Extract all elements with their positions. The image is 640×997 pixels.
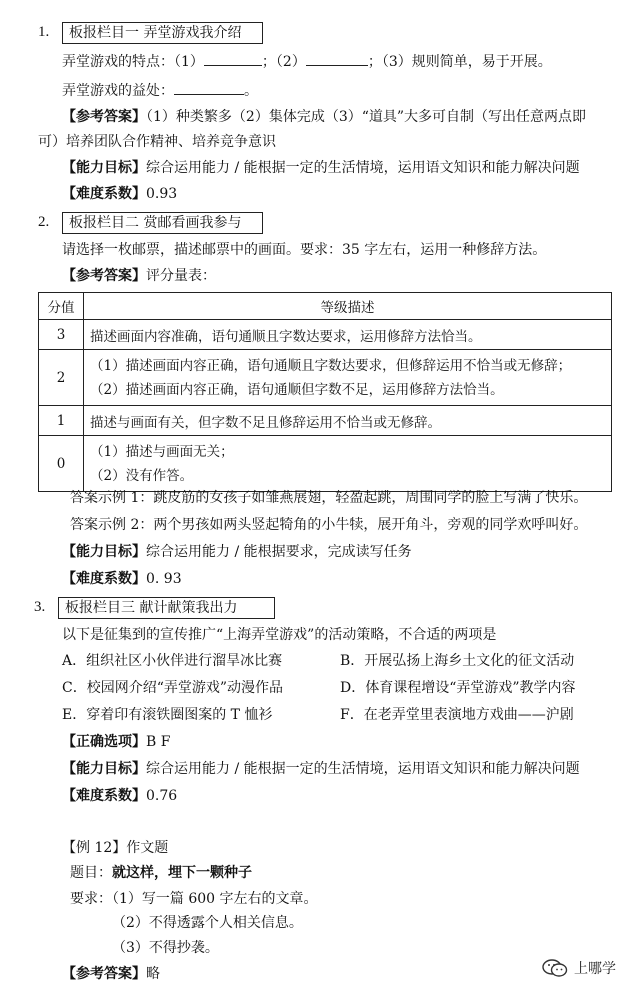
ex12-topic: 题目：就这样，埋下一颗种子 <box>70 865 252 881</box>
q2-difficulty: 【难度系数】0. 93 <box>62 571 182 587</box>
q2-answer: 【参考答案】评分量表： <box>62 268 216 284</box>
ex12-req1: 要求：（1）写一篇 600 字左右的文章。 <box>70 891 318 907</box>
row-score: 3 <box>39 320 84 350</box>
row-score: 0 <box>39 436 84 492</box>
q1-ability: 【能力目标】综合运用能力 / 能根据一定的生活情境，运用语文知识和能力解决问题 <box>62 160 580 176</box>
ex12-req3: （3）不得抄袭。 <box>112 940 219 956</box>
q3-option-c: C．校园网介绍“弄堂游戏”动漫作品 <box>62 680 284 696</box>
q1-features: 弄堂游戏的特点：（1） ；（2） ；（3）规则简单，易于开展。 <box>62 51 552 72</box>
q3-correct: 【正确选项】B F <box>62 734 171 750</box>
table-row <box>39 406 612 436</box>
ex12-req2: （2）不得透露个人相关信息。 <box>112 915 303 931</box>
q1-answer: 【参考答案】（1）种类繁多（2）集体完成（3）“道具”大多可自制（写出任意两点即 <box>62 109 587 125</box>
table-row <box>39 350 612 406</box>
header-desc: 等级描述 <box>84 293 612 320</box>
scoring-table <box>38 292 612 492</box>
q1-answer-cont: 可）培养团队合作精神、培养竞争意识 <box>38 134 276 150</box>
row-score: 1 <box>39 406 84 436</box>
ex12-title: 【例 12】作文题 <box>62 840 169 856</box>
header-score: 分值 <box>39 293 84 320</box>
q2-example1: 答案示例 1：跳皮筋的女孩子如雏燕展翅，轻盈起跳，周围同学的脸上写满了快乐。 <box>70 490 588 506</box>
q3-number: 3. <box>34 599 46 615</box>
q2-column-title: 板报栏目二 赏邮看画我参与 <box>62 212 263 234</box>
row-desc: 描述画面内容准确，语句通顺且字数达要求，运用修辞方法恰当。 <box>84 320 612 350</box>
watermark-text: 上哪学 <box>574 961 616 977</box>
row-desc: （1）描述与画面无关； （2）没有作答。 <box>84 436 612 492</box>
q1-number: 1. <box>38 24 50 40</box>
q2-ability: 【能力目标】综合运用能力 / 能根据要求，完成读写任务 <box>62 544 412 560</box>
q3-difficulty: 【难度系数】0.76 <box>62 788 178 804</box>
row-score: 2 <box>39 350 84 406</box>
q1-column-title: 板报栏目一 弄堂游戏我介绍 <box>62 22 263 44</box>
q2-example2: 答案示例 2：两个男孩如两头竖起犄角的小牛犊，展开角斗，旁观的同学欢呼叫好。 <box>70 517 588 533</box>
table-row <box>39 320 612 350</box>
q3-option-a: A．组织社区小伙伴进行溜旱冰比赛 <box>62 653 283 669</box>
q3-option-f: F．在老弄堂里表演地方戏曲——沪剧 <box>340 707 574 723</box>
q3-option-d: D．体育课程增设“弄堂游戏”教学内容 <box>340 680 576 696</box>
q1-difficulty: 【难度系数】0.93 <box>62 186 178 202</box>
q2-number: 2. <box>38 214 50 230</box>
q3-ability: 【能力目标】综合运用能力 / 能根据一定的生活情境，运用语文知识和能力解决问题 <box>62 761 580 777</box>
q1-benefit: 弄堂游戏的益处： 。 <box>62 80 258 101</box>
table-row <box>39 436 612 492</box>
wechat-icon <box>542 958 568 978</box>
q3-prompt: 以下是征集到的宣传推广“上海弄堂游戏”的活动策略，不合适的两项是 <box>62 627 497 643</box>
row-desc: 描述与画面有关，但字数不足且修辞运用不恰当或无修辞。 <box>84 406 612 436</box>
ex12-answer: 【参考答案】略 <box>62 966 160 982</box>
q3-option-e: E．穿着印有滚铁圈图案的 T 恤衫 <box>62 707 273 723</box>
row-desc: （1）描述画面内容正确，语句通顺且字数达要求，但修辞运用不恰当或无修辞； （2）描述画面内容正确，语句通顺但字数不足，运用修辞方法恰当。 <box>84 350 612 406</box>
watermark <box>542 958 616 978</box>
table-header-row <box>39 293 612 320</box>
q3-column-title: 板报栏目三 献计献策我出力 <box>58 597 275 619</box>
q3-option-b: B．开展弘扬上海乡土文化的征文活动 <box>340 653 575 669</box>
q2-prompt: 请选择一枚邮票，描述邮票中的画面。要求：35 字左右，运用一种修辞方法。 <box>62 242 547 258</box>
